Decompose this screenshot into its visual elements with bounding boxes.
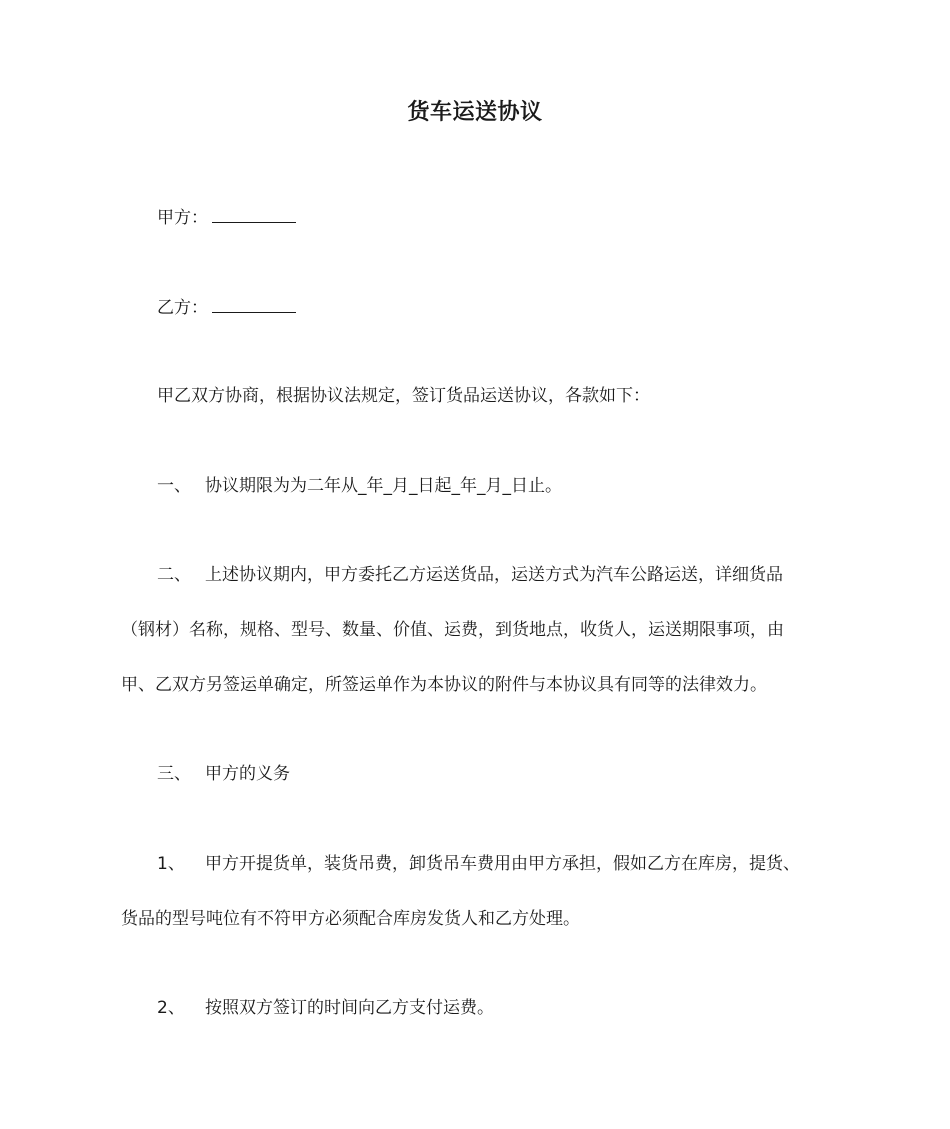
document-title: 货车运送协议 bbox=[407, 100, 543, 125]
clause-2-text-1: 上述协议期内，甲方委托乙方运送货品，运送方式为汽车公路运送，详细货品 bbox=[205, 565, 783, 585]
item-2-text: 按照双方签订的时间向乙方支付运费。 bbox=[205, 998, 494, 1018]
party-b-line bbox=[157, 295, 296, 320]
item-1-line-2: 货品的型号吨位有不符甲方必须配合库房发货人和乙方处理。 bbox=[121, 909, 580, 929]
clause-3 bbox=[157, 762, 290, 786]
clause-3-number: 三、 bbox=[157, 764, 191, 784]
clause-1-text: 协议期限为为二年从_年_月_日起_年_月_日止。 bbox=[205, 476, 562, 496]
clause-2-line-3: 甲、乙双方另签运单确定，所签运单作为本协议的附件与本协议具有同等的法律效力。 bbox=[121, 675, 767, 695]
party-a-blank bbox=[212, 205, 296, 223]
intro-paragraph: 甲乙双方协商，根据协议法规定，签订货品运送协议，各款如下： bbox=[157, 386, 650, 406]
party-a-label: 甲方： bbox=[157, 208, 208, 228]
party-b-blank bbox=[212, 295, 296, 313]
clause-1-number: 一、 bbox=[157, 476, 191, 496]
item-1-number: 1、 bbox=[157, 854, 185, 874]
clause-3-text: 甲方的义务 bbox=[205, 764, 290, 784]
item-1-line-1 bbox=[157, 852, 800, 876]
party-a-line bbox=[157, 205, 296, 230]
clause-2-number: 二、 bbox=[157, 565, 191, 585]
item-2-number: 2、 bbox=[157, 998, 185, 1018]
party-b-label: 乙方： bbox=[157, 298, 208, 318]
clause-2-line-1 bbox=[157, 563, 783, 587]
clause-2-line-2: （钢材）名称，规格、型号、数量、价值、运费，到货地点，收货人，运送期限事项，由 bbox=[121, 620, 784, 640]
item-1-text-1: 甲方开提货单，装货吊费，卸货吊车费用由甲方承担，假如乙方在库房，提货、 bbox=[205, 854, 800, 874]
item-2 bbox=[157, 996, 494, 1020]
clause-1 bbox=[157, 474, 562, 498]
